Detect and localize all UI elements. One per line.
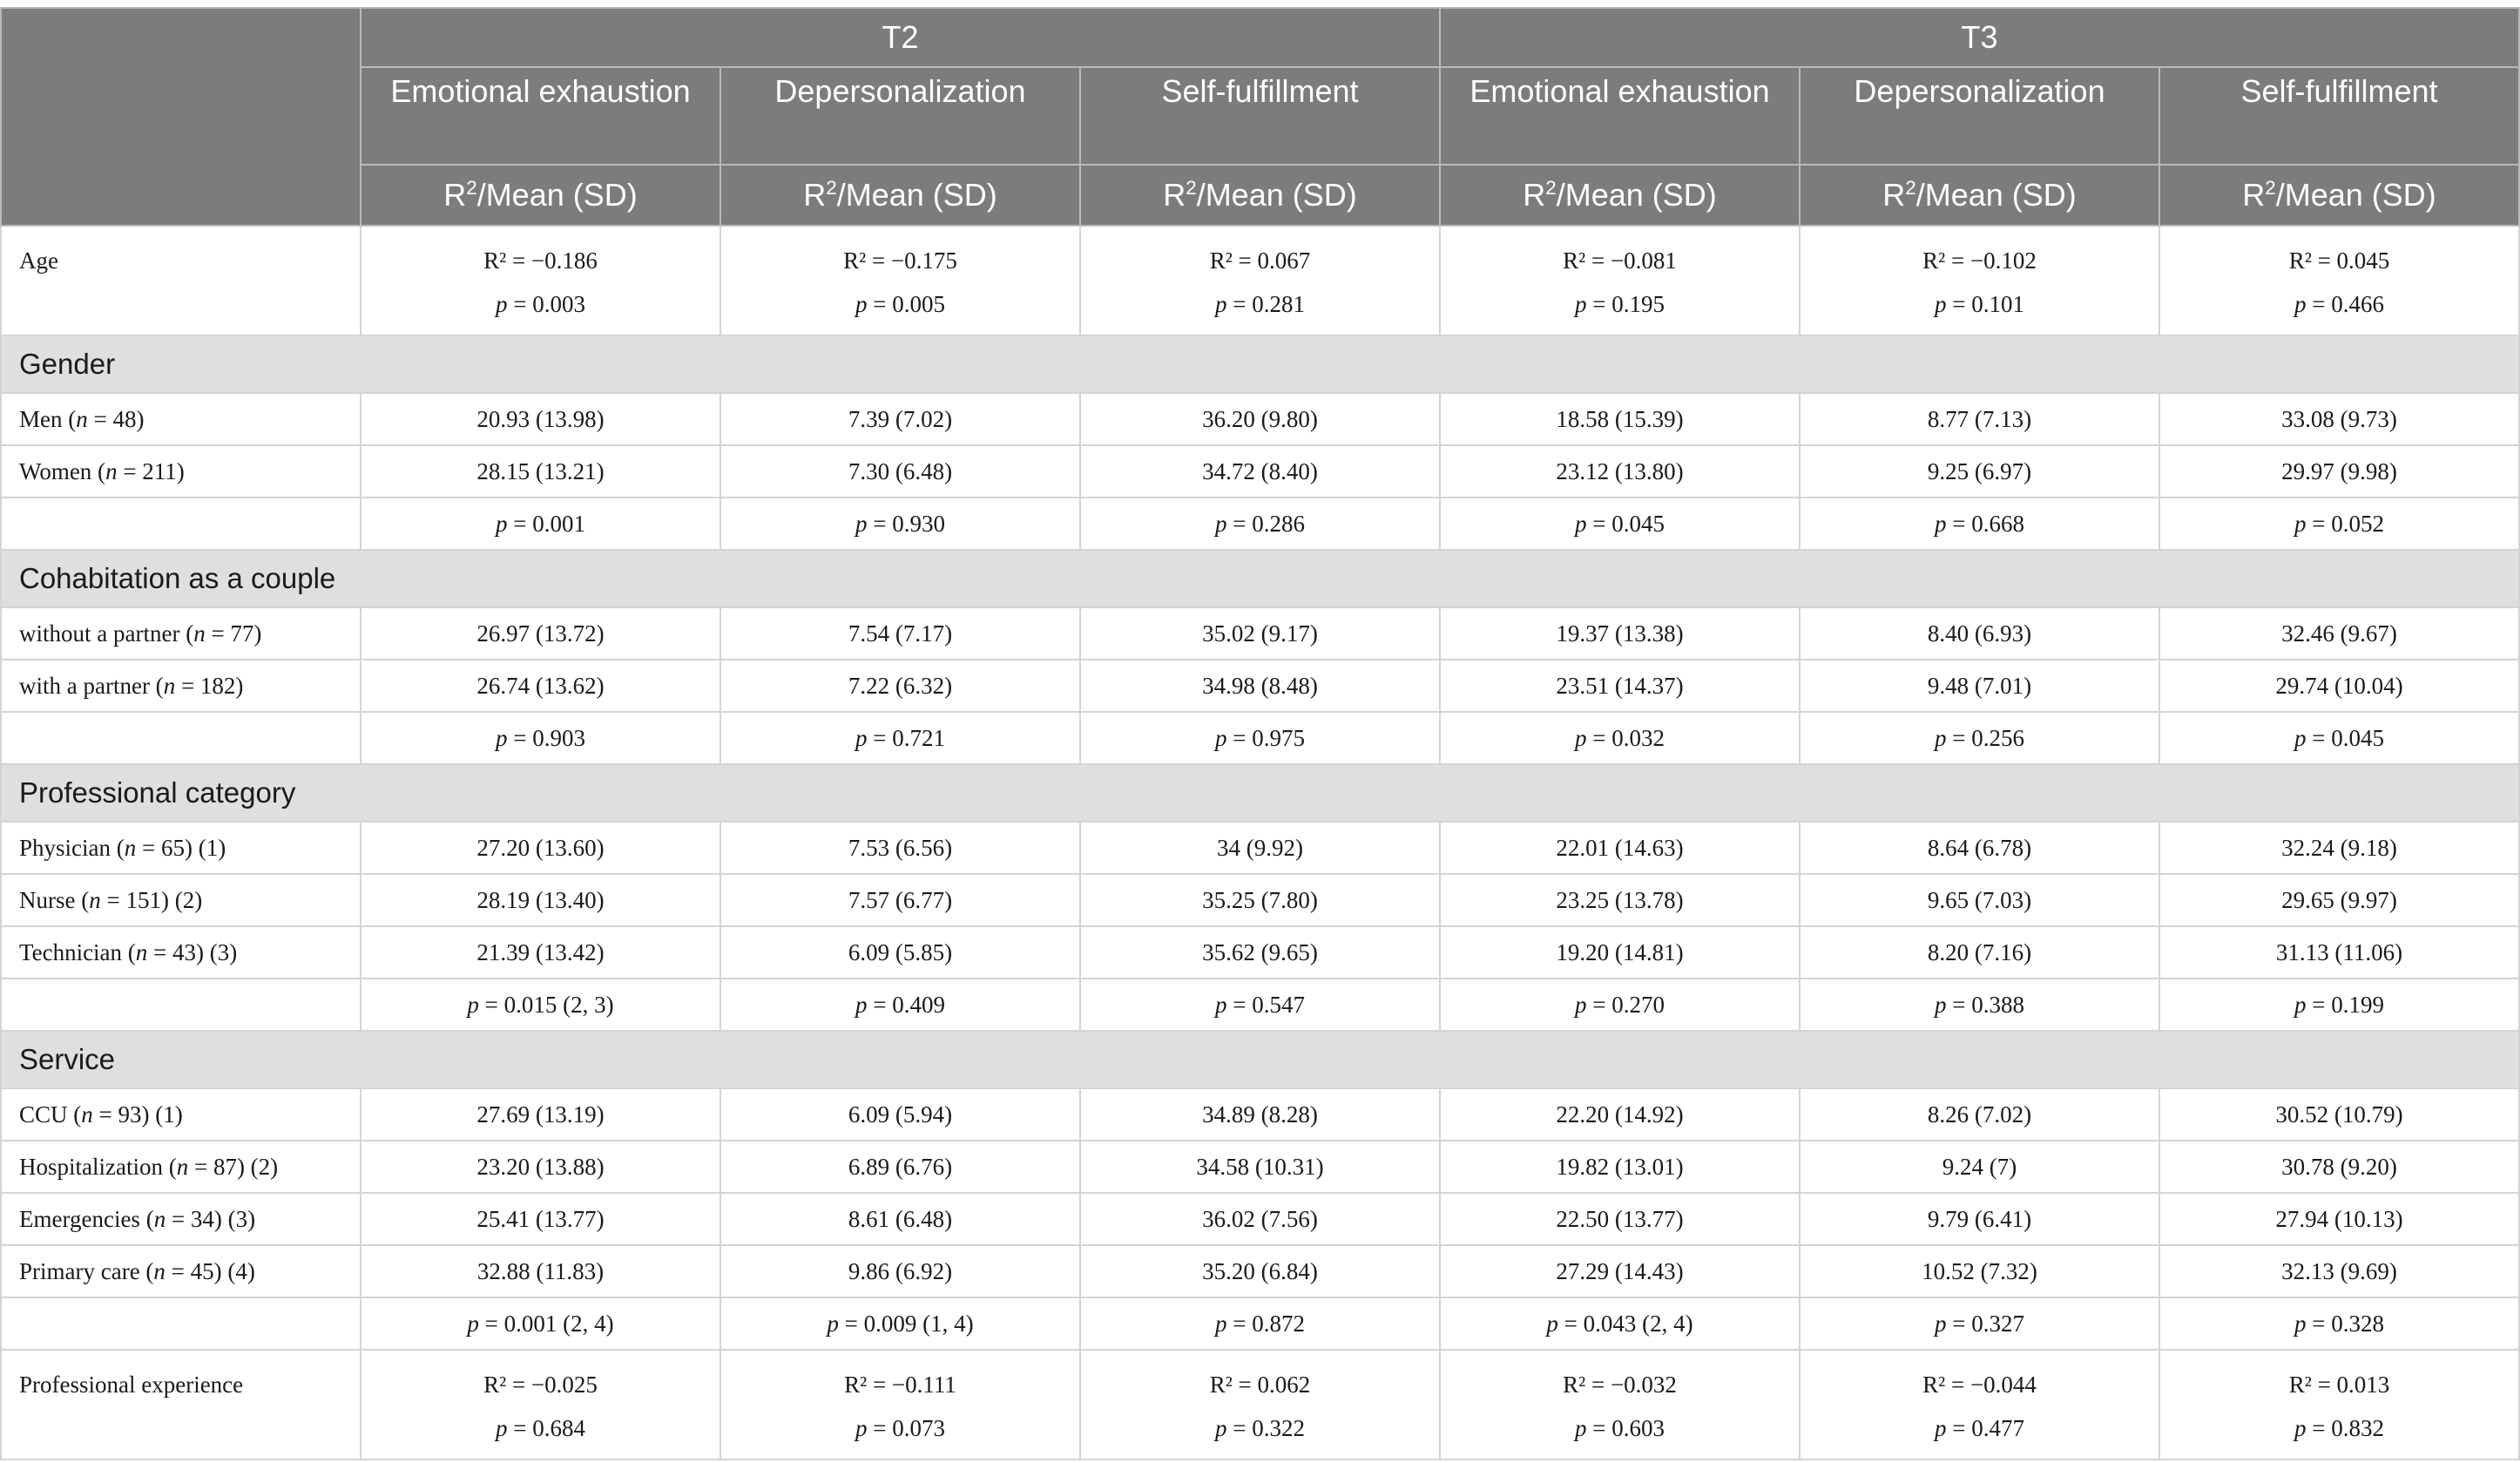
stat-cell [2159,1350,2519,1460]
table-body [1,226,2519,1460]
r2-value: R² = −0.025 [483,1372,598,1398]
row-label-text: Physician ( [19,834,125,861]
p-value: p = 0.003 [496,291,585,317]
value-cell: 8.77 (7.13) [1800,393,2159,445]
value-cell: 25.41 (13.77) [361,1193,720,1245]
table-header [1,8,2519,226]
stat-prefix: R [443,177,467,213]
p-value-cell: p = 0.975 [1080,712,1440,764]
stat-prefix: R [803,177,827,213]
value-cell: 31.13 (11.06) [2159,926,2519,979]
row-label-n: = 65) (1) [136,834,226,861]
row-label: Age [1,226,361,335]
value-cell: 34.98 (8.48) [1080,660,1440,712]
group-header-t3: T3 [1440,8,2519,67]
stat-cell [361,1350,720,1460]
value-cell: 8.61 (6.48) [720,1193,1080,1245]
stat-sup: 2 [1186,177,1197,199]
p-value-text: = 0.872 [1233,1310,1305,1337]
measure-header: Self-fulfillment [2159,67,2519,165]
value-cell: 21.39 (13.42) [361,926,720,979]
p-value-row [1,1297,2519,1350]
row-label-n: = 93) (1) [92,1101,183,1128]
table-row [1,226,2519,335]
r2-value: R² = 0.045 [2288,247,2390,274]
section-title: Cohabitation as a couple [1,550,2519,607]
stat-suffix: /Mean (SD) [476,177,638,213]
row-label-text: CCU ( [19,1101,82,1128]
row-label-text: Women ( [19,457,106,484]
p-value-cell: p = 0.052 [2159,498,2519,550]
p-value-text: = 0.195 [1592,291,1665,317]
value-cell: 22.01 (14.63) [1440,822,1800,874]
p-value-cell: p = 0.328 [2159,1297,2519,1350]
stat-cell [1080,226,1440,335]
row-label: without a partner (n = 77) [1,607,361,660]
p-value-text: = 0.388 [1952,991,2024,1018]
section-header [1,550,2519,607]
value-cell: 34.58 (10.31) [1080,1141,1440,1193]
value-cell: 27.29 (14.43) [1440,1245,1800,1297]
p-value-cell: p = 0.256 [1800,712,2159,764]
row-label: Hospitalization (n = 87) (2) [1,1141,361,1193]
stat-header [1080,165,1440,226]
p-value-cell: p = 0.032 [1440,712,1800,764]
p-value-text: = 0.684 [513,1415,585,1441]
stat-sup: 2 [826,177,837,199]
table-row [1,607,2519,660]
table-row [1,660,2519,712]
stat-prefix: R [1523,177,1546,213]
stat-suffix: /Mean (SD) [1915,177,2077,213]
value-cell: 32.24 (9.18) [2159,822,2519,874]
r2-value: R² = 0.062 [1209,1372,1311,1398]
section-header [1,1031,2519,1088]
p-value: p = 0.603 [1575,1415,1665,1441]
p-value: p = 0.477 [1935,1415,2024,1441]
value-cell: 26.97 (13.72) [361,607,720,660]
table-row [1,1193,2519,1245]
empty-label [1,712,361,764]
p-value-cell: p = 0.872 [1080,1297,1440,1350]
stat-suffix: /Mean (SD) [1196,177,1357,213]
p-value-cell: p = 0.286 [1080,498,1440,550]
section-title: Gender [1,335,2519,393]
row-label-text: Technician ( [19,938,136,965]
p-value-text: = 0.721 [873,724,945,751]
row-label: Primary care (n = 45) (4) [1,1245,361,1297]
value-cell: 20.93 (13.98) [361,393,720,445]
p-value-text: = 0.281 [1233,291,1305,317]
value-cell: 23.51 (14.37) [1440,660,1800,712]
p-value-text: = 0.032 [1592,724,1665,751]
row-label-n: = 45) (4) [165,1257,255,1284]
p-value-text: = 0.073 [873,1415,945,1441]
row-label-n: = 211) [117,457,185,484]
row-label: Physician (n = 65) (1) [1,822,361,874]
measure-header: Emotional exhaustion [1440,67,1800,165]
results-table [0,7,2520,1460]
value-cell: 9.24 (7) [1800,1141,2159,1193]
value-cell: 6.09 (5.94) [720,1088,1080,1141]
value-cell: 7.54 (7.17) [720,607,1080,660]
p-value-cell: p = 0.668 [1800,498,2159,550]
value-cell: 29.74 (10.04) [2159,660,2519,712]
row-label-n: = 151) (2) [100,886,203,913]
table-row [1,822,2519,874]
p-value-cell: p = 0.043 (2, 4) [1440,1297,1800,1350]
p-value-text: = 0.052 [2312,510,2385,537]
row-label: Nurse (n = 151) (2) [1,874,361,926]
header-corner [1,8,361,226]
p-value: p = 0.195 [1575,291,1665,317]
stat-cell [1800,226,2159,335]
stat-sup: 2 [2265,177,2276,199]
value-cell: 27.94 (10.13) [2159,1193,2519,1245]
row-label-n: = 77) [205,620,262,647]
stat-cell [361,226,720,335]
section-header [1,335,2519,393]
value-cell: 36.20 (9.80) [1080,393,1440,445]
table-row [1,393,2519,445]
stat-prefix: R [2242,177,2266,213]
value-cell: 29.97 (9.98) [2159,445,2519,498]
section-header [1,764,2519,822]
row-label-n: = 48) [87,405,145,432]
value-cell: 8.64 (6.78) [1800,822,2159,874]
value-cell: 33.08 (9.73) [2159,393,2519,445]
r2-value: R² = −0.186 [483,247,598,274]
stat-sup: 2 [1545,177,1557,199]
row-label-text: Men ( [19,405,77,432]
p-value-cell: p = 0.388 [1800,979,2159,1031]
p-value-text: = 0.001 (2, 4) [484,1310,614,1337]
p-value-cell: p = 0.001 [361,498,720,550]
r2-value: R² = −0.102 [1922,247,2037,274]
row-label: CCU (n = 93) (1) [1,1088,361,1141]
p-value-cell: p = 0.409 [720,979,1080,1031]
row-label-n: = 43) (3) [147,938,238,965]
p-value-text: = 0.045 [1592,510,1665,537]
p-value-text: = 0.256 [1952,724,2024,751]
p-value-cell: p = 0.721 [720,712,1080,764]
value-cell: 7.53 (6.56) [720,822,1080,874]
p-value-text: = 0.603 [1592,1415,1665,1441]
value-cell: 19.37 (13.38) [1440,607,1800,660]
p-value-cell: p = 0.015 (2, 3) [361,979,720,1031]
p-value-cell: p = 0.903 [361,712,720,764]
p-value-text: = 0.043 (2, 4) [1564,1310,1693,1337]
empty-label [1,498,361,550]
table-row [1,1141,2519,1193]
table-row [1,1245,2519,1297]
stat-cell [1440,1350,1800,1460]
row-label-text: Primary care ( [19,1257,154,1284]
measure-header: Depersonalization [720,67,1080,165]
empty-label [1,1297,361,1350]
section-title: Service [1,1031,2519,1088]
measure-header: Self-fulfillment [1080,67,1440,165]
row-label-text: Emergencies ( [19,1205,154,1232]
measure-header: Emotional exhaustion [361,67,720,165]
value-cell: 8.40 (6.93) [1800,607,2159,660]
p-value-text: = 0.832 [2312,1415,2385,1441]
value-cell: 27.69 (13.19) [361,1088,720,1141]
value-cell: 35.62 (9.65) [1080,926,1440,979]
value-cell: 35.25 (7.80) [1080,874,1440,926]
value-cell: 7.57 (6.77) [720,874,1080,926]
value-cell: 30.78 (9.20) [2159,1141,2519,1193]
value-cell: 26.74 (13.62) [361,660,720,712]
table-row [1,926,2519,979]
value-cell: 32.88 (11.83) [361,1245,720,1297]
stat-cell [1080,1350,1440,1460]
stat-cell [1440,226,1800,335]
empty-label [1,979,361,1031]
stat-header [720,165,1080,226]
row-label-n: = 34) (3) [166,1205,256,1232]
table-row [1,1350,2519,1460]
r2-value: R² = −0.111 [844,1372,956,1398]
stat-header [1440,165,1800,226]
stat-suffix: /Mean (SD) [836,177,997,213]
measure-header: Depersonalization [1800,67,2159,165]
value-cell: 35.20 (6.84) [1080,1245,1440,1297]
stat-cell [720,226,1080,335]
p-value-cell: p = 0.001 (2, 4) [361,1297,720,1350]
row-label-text: without a partner ( [19,620,194,647]
stat-header [1800,165,2159,226]
p-value-cell: p = 0.199 [2159,979,2519,1031]
p-value-text: = 0.001 [513,510,585,537]
p-value-text: = 0.975 [1233,724,1305,751]
value-cell: 34.72 (8.40) [1080,445,1440,498]
r2-value: R² = −0.081 [1563,247,1677,274]
value-cell: 9.86 (6.92) [720,1245,1080,1297]
p-value-text: = 0.322 [1233,1415,1305,1441]
stat-header [361,165,720,226]
stat-cell [1800,1350,2159,1460]
p-value-row [1,498,2519,550]
value-cell: 7.30 (6.48) [720,445,1080,498]
p-value-text: = 0.903 [513,724,585,751]
p-value-text: = 0.015 (2, 3) [484,991,614,1018]
value-cell: 9.25 (6.97) [1800,445,2159,498]
value-cell: 32.13 (9.69) [2159,1245,2519,1297]
p-value-text: = 0.328 [2312,1310,2385,1337]
value-cell: 7.22 (6.32) [720,660,1080,712]
r2-value: R² = −0.044 [1922,1372,2037,1398]
value-cell: 32.46 (9.67) [2159,607,2519,660]
value-cell: 35.02 (9.17) [1080,607,1440,660]
value-cell: 27.20 (13.60) [361,822,720,874]
value-cell: 23.12 (13.80) [1440,445,1800,498]
p-value-text: = 0.668 [1952,510,2024,537]
p-value-text: = 0.327 [1952,1310,2024,1337]
r2-value: R² = −0.175 [843,247,957,274]
value-cell: 10.52 (7.32) [1800,1245,2159,1297]
row-label-text: Nurse ( [19,886,90,913]
value-cell: 6.09 (5.85) [720,926,1080,979]
r2-value: R² = 0.067 [1209,247,1311,274]
value-cell: 22.20 (14.92) [1440,1088,1800,1141]
stat-sup: 2 [1905,177,1916,199]
value-cell: 36.02 (7.56) [1080,1193,1440,1245]
p-value-row [1,979,2519,1031]
p-value: p = 0.101 [1935,291,2024,317]
p-value: p = 0.832 [2294,1415,2385,1441]
p-value: p = 0.073 [855,1415,945,1441]
row-label: Emergencies (n = 34) (3) [1,1193,361,1245]
p-value-text: = 0.009 (1, 4) [844,1310,974,1337]
stat-suffix: /Mean (SD) [1556,177,1717,213]
value-cell: 22.50 (13.77) [1440,1193,1800,1245]
p-value: p = 0.684 [496,1415,585,1441]
value-cell: 19.20 (14.81) [1440,926,1800,979]
value-cell: 34.89 (8.28) [1080,1088,1440,1141]
row-label-text: with a partner ( [19,672,164,699]
p-value-text: = 0.930 [873,510,945,537]
p-value: p = 0.005 [855,291,945,317]
row-label: with a partner (n = 182) [1,660,361,712]
p-value-cell: p = 0.270 [1440,979,1800,1031]
value-cell: 30.52 (10.79) [2159,1088,2519,1141]
section-title: Professional category [1,764,2519,822]
p-value-cell: p = 0.045 [1440,498,1800,550]
p-value-text: = 0.286 [1233,510,1305,537]
value-cell: 29.65 (9.97) [2159,874,2519,926]
row-label: Men (n = 48) [1,393,361,445]
stat-prefix: R [1882,177,1906,213]
p-value-cell: p = 0.045 [2159,712,2519,764]
r2-value: R² = −0.032 [1563,1372,1677,1398]
p-value: p = 0.281 [1215,291,1305,317]
p-value-text: = 0.466 [2312,291,2385,317]
value-cell: 7.39 (7.02) [720,393,1080,445]
group-header-t2: T2 [361,8,1440,67]
p-value: p = 0.322 [1215,1415,1305,1441]
value-cell: 9.65 (7.03) [1800,874,2159,926]
stat-sup: 2 [466,177,477,199]
value-cell: 6.89 (6.76) [720,1141,1080,1193]
p-value-cell: p = 0.547 [1080,979,1440,1031]
row-label: Women (n = 211) [1,445,361,498]
value-cell: 18.58 (15.39) [1440,393,1800,445]
stat-header [2159,165,2519,226]
p-value-row [1,712,2519,764]
p-value-text: = 0.003 [513,291,585,317]
row-label: Professional experience [1,1350,361,1460]
value-cell: 28.15 (13.21) [361,445,720,498]
value-cell: 23.25 (13.78) [1440,874,1800,926]
value-cell: 9.48 (7.01) [1800,660,2159,712]
p-value-text: = 0.547 [1233,991,1305,1018]
value-cell: 34 (9.92) [1080,822,1440,874]
p-value: p = 0.466 [2294,291,2385,317]
p-value-text: = 0.045 [2312,724,2385,751]
value-cell: 8.26 (7.02) [1800,1088,2159,1141]
stat-suffix: /Mean (SD) [2275,177,2436,213]
p-value-text: = 0.101 [1952,291,2024,317]
stat-prefix: R [1163,177,1186,213]
value-cell: 28.19 (13.40) [361,874,720,926]
table-row [1,445,2519,498]
p-value-text: = 0.477 [1952,1415,2024,1441]
table-row [1,1088,2519,1141]
p-value-text: = 0.270 [1592,991,1665,1018]
stat-cell [2159,226,2519,335]
r2-value: R² = 0.013 [2288,1372,2390,1398]
value-cell: 9.79 (6.41) [1800,1193,2159,1245]
p-value-cell: p = 0.009 (1, 4) [720,1297,1080,1350]
p-value-text: = 0.199 [2312,991,2385,1018]
row-label-n: = 87) (2) [188,1153,279,1180]
row-label: Technician (n = 43) (3) [1,926,361,979]
row-label-text: Hospitalization ( [19,1153,177,1180]
value-cell: 8.20 (7.16) [1800,926,2159,979]
p-value-text: = 0.409 [873,991,945,1018]
table-row [1,874,2519,926]
p-value-cell: p = 0.930 [720,498,1080,550]
p-value-text: = 0.005 [873,291,945,317]
row-label-n: = 182) [175,672,244,699]
stat-cell [720,1350,1080,1460]
value-cell: 19.82 (13.01) [1440,1141,1800,1193]
p-value-cell: p = 0.327 [1800,1297,2159,1350]
value-cell: 23.20 (13.88) [361,1141,720,1193]
